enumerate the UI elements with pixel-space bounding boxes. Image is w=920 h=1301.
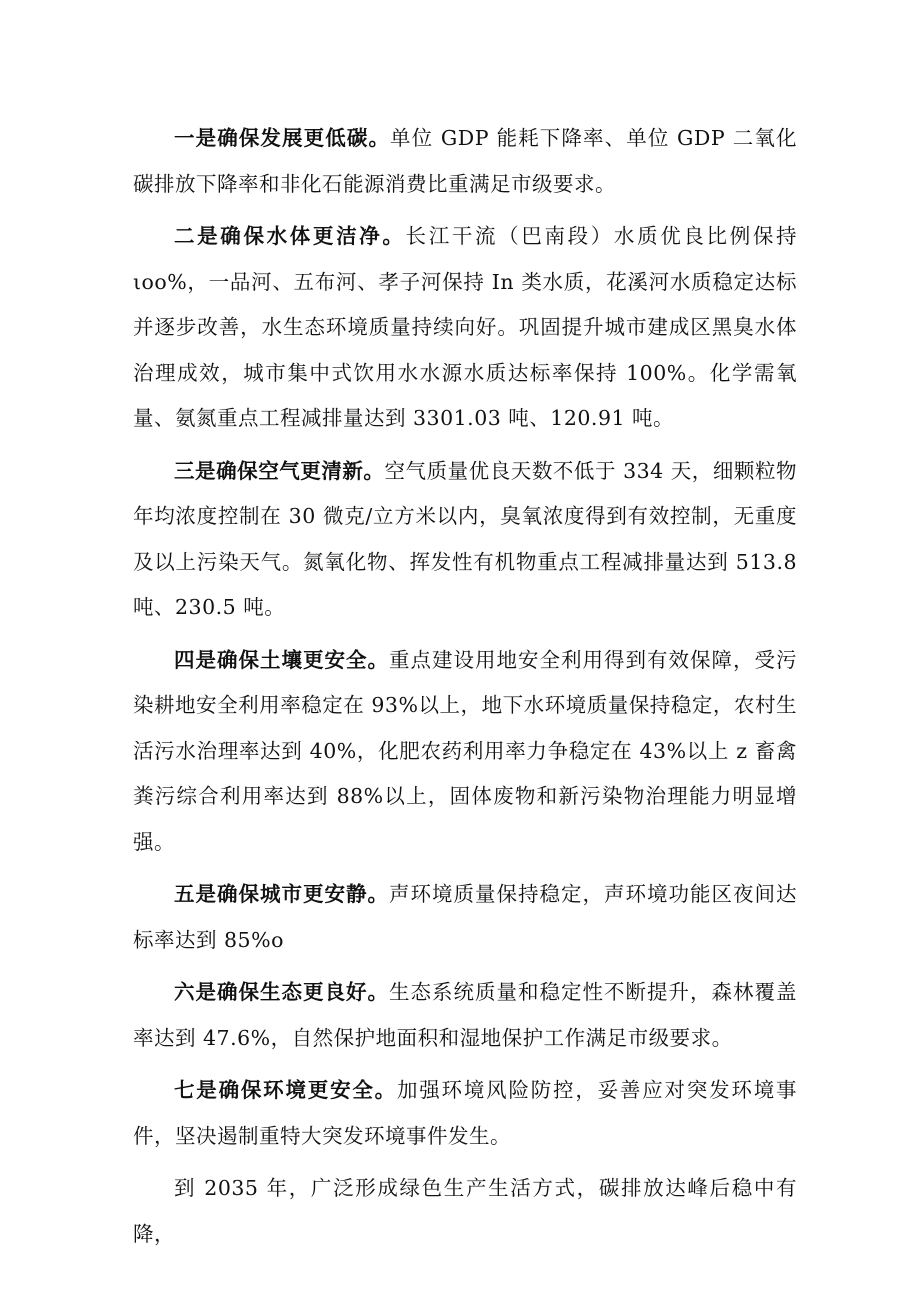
- paragraph-heading: 六是确保生态更良好。: [174, 980, 389, 1004]
- paragraph-water: [133, 214, 797, 442]
- paragraph-soil: [133, 638, 797, 866]
- paragraph-2035-goal: [133, 1166, 797, 1257]
- paragraph-text: 到 2035 年，广泛形成绿色生产生活方式，碳排放达峰后稳中有降，: [133, 1176, 797, 1246]
- paragraph-text: 长江干流（巴南段）水质优良比例保持 ιoo%，一品河、五布河、孝子河保持 In 类水质，花溪河水质稳定达标并逐步改善，水生态环境质量持续向好。巩固提升城市建成区黑臭水体治理成效，城市集中式饮用水水源水质达标率保持 100%。化学需氧量、氨氮重点工程减排量达到 3301.03 吨、120.91 吨。: [133, 224, 798, 430]
- paragraph-text: 生态系统质量和稳定性不断提升，森林覆盖率达到 47.6%，自然保护地面积和湿地保护工作满足市级要求。: [133, 980, 797, 1050]
- paragraph-heading: 四是确保土壤更安全。: [174, 647, 389, 672]
- paragraph-text: 空气质量优良天数不低于 334 天，细颗粒物年均浓度控制在 30 微克/立方米以内，臭氧浓度得到有效控制，无重度及以上污染天气。氮氧化物、挥发性有机物重点工程减排量达到 513.8 吨、230.5 吨。: [133, 458, 797, 619]
- paragraph-air: [133, 449, 797, 631]
- document-body: [133, 116, 797, 1264]
- paragraph-low-carbon: [133, 116, 797, 207]
- paragraph-heading: 五是确保城市更安静。: [174, 882, 389, 906]
- paragraph-heading: 一是确保发展更低碳。: [174, 126, 391, 150]
- paragraph-environment-safety: [133, 1068, 797, 1159]
- paragraph-heading: 三是确保空气更清新。: [174, 458, 385, 483]
- paragraph-heading: 二是确保水体更洁净。: [174, 224, 406, 248]
- paragraph-text: 单位 GDP 能耗下降率、单位 GDP 二氧化碳排放下降率和非化石能源消费比重满足市级要求。: [133, 126, 797, 196]
- paragraph-ecology: [133, 970, 797, 1061]
- paragraph-text: 加强环境风险防控，妥善应对突发环境事件，坚决遏制重特大突发环境事件发生。: [133, 1078, 798, 1148]
- paragraph-noise: [133, 872, 797, 963]
- paragraph-text: 声环境质量保持稳定，声环境功能区夜间达标率达到 85%o: [133, 882, 797, 952]
- paragraph-text: 重点建设用地安全利用得到有效保障，受污染耕地安全利用率稳定在 93%以上，地下水环境质量保持稳定，农村生活污水治理率达到 40%，化肥农药利用率力争稳定在 43%以上 z 畜禽粪污综合利用率达到 88%以上，固体废物和新污染物治理能力明显增强。: [133, 647, 797, 854]
- paragraph-heading: 七是确保环境更安全。: [174, 1078, 397, 1102]
